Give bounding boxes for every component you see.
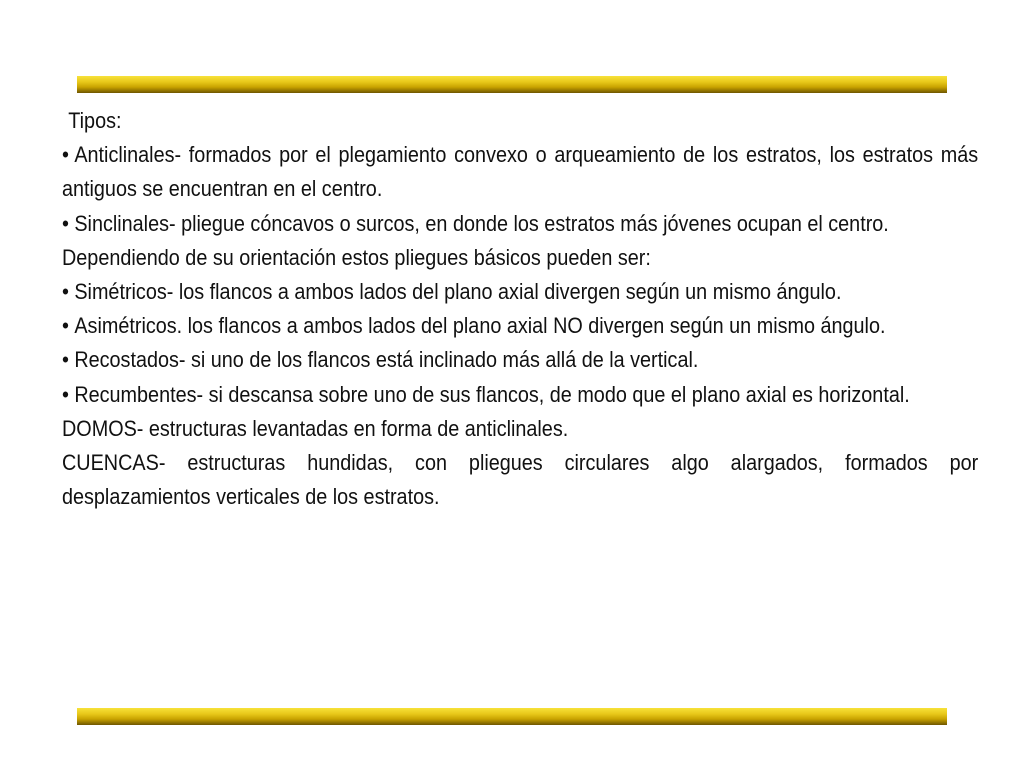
paragraph-text: Dependiendo de su orientación estos pliegues básicos pueden ser: (62, 244, 651, 270)
paragraph-text: Recostados- si uno de los flancos está inclinado más allá de la vertical. (74, 347, 699, 373)
paragraph-domos (62, 412, 978, 446)
paragraph-recostados (62, 343, 978, 377)
paragraph-orientacion (62, 241, 978, 275)
paragraph-text: Anticlinales- formados por el plegamiento convexo o arqueamiento de los estratos, los estratos más antiguos se encuentran en el centro. (62, 142, 979, 202)
bottom-gold-bar (77, 708, 947, 725)
paragraph-text: CUENCAS- estructuras hundidas, con pliegues circulares algo alargados, formados por desplazamientos verticales de los estratos. (62, 450, 979, 510)
paragraph-text: Sinclinales- pliegue cóncavos o surcos, en donde los estratos más jóvenes ocupan el centro. (74, 210, 889, 236)
bullet-icon: • (62, 381, 69, 407)
slide-content (62, 104, 979, 514)
bullet-icon: • (62, 279, 69, 305)
content-inner (62, 104, 978, 514)
bullet-icon: • (62, 142, 69, 168)
paragraph-recumbentes (62, 378, 978, 412)
paragraph-text: Recumbentes- si descansa sobre uno de sus flancos, de modo que el plano axial es horizontal. (74, 381, 910, 407)
top-gold-bar (77, 76, 947, 93)
paragraph-simetricos (62, 275, 978, 309)
paragraph-text: DOMOS- estructuras levantadas en forma de anticlinales. (62, 415, 569, 441)
paragraph-text: Simétricos- los flancos a ambos lados del plano axial divergen según un mismo ángulo. (74, 279, 842, 305)
bullet-icon: • (62, 347, 69, 373)
bullet-icon: • (62, 313, 69, 339)
bullet-icon: • (62, 210, 69, 236)
paragraph-anticlinales (62, 138, 978, 206)
paragraph-sinclinales (62, 207, 978, 241)
paragraph-asimetricos (62, 309, 978, 343)
paragraph-text: Asimétricos. los flancos a ambos lados del plano axial NO divergen según un mismo ángulo. (74, 313, 886, 339)
paragraph-cuencas (62, 446, 978, 514)
section-title: Tipos: (68, 108, 122, 133)
